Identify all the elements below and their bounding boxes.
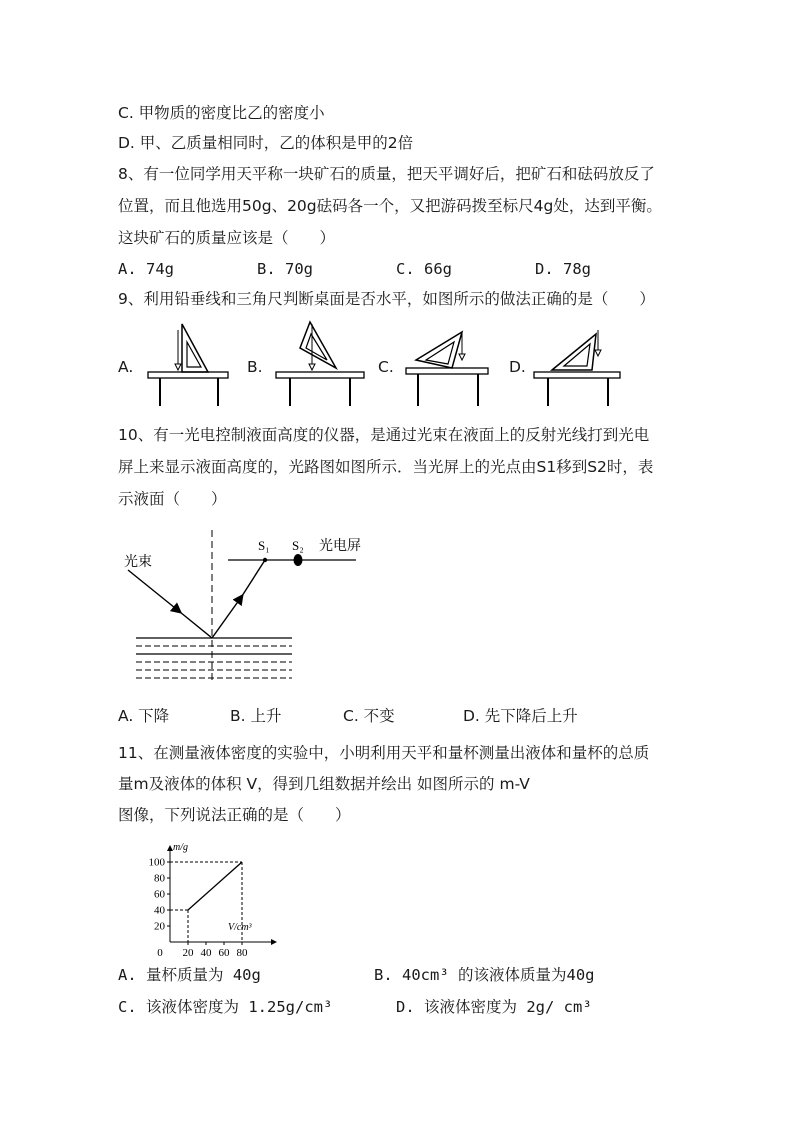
q8-stem-line1: 8、有一位同学用天平称一块矿石的质量，把天平调好后，把矿石和砝码放反了 bbox=[118, 165, 655, 183]
s1-point bbox=[263, 558, 267, 562]
y-tick-label: 20 bbox=[154, 920, 165, 933]
q8-option-a: A. 74g bbox=[118, 260, 174, 278]
y-tick-label: 80 bbox=[154, 872, 165, 885]
q9-figure-a bbox=[140, 320, 240, 410]
q8-option-d: D. 78g bbox=[535, 260, 591, 278]
q10-option-b: B. 上升 bbox=[230, 707, 282, 725]
q9-figure-b bbox=[272, 320, 372, 410]
q7-option-c: C. 甲物质的密度比乙的密度小 bbox=[118, 104, 325, 122]
x-tick-label: 20 bbox=[182, 947, 194, 959]
q9-label-c: C. bbox=[378, 358, 394, 376]
beam-label: 光束 bbox=[124, 555, 152, 570]
q10-option-d: D. 先下降后上升 bbox=[463, 707, 578, 725]
screen-label: 光电屏 bbox=[319, 539, 361, 554]
q11-stem-line3: 图像，下列说法正确的是（ ） bbox=[118, 806, 351, 824]
reflected-beam bbox=[212, 596, 242, 638]
q8-stem-line2: 位置，而且他选用50g、20g砝码各一个，又把游码拨至标尺4g处，达到平衡。 bbox=[118, 197, 662, 215]
y-tick-label: 100 bbox=[148, 856, 165, 869]
series-segment bbox=[188, 862, 242, 910]
q10-option-a: A. 下降 bbox=[118, 707, 170, 725]
q10-light-path-figure bbox=[116, 528, 366, 688]
x-tick-label: 0 bbox=[157, 947, 163, 959]
q9-label-b: B. bbox=[247, 358, 263, 376]
q9-figure-d bbox=[530, 320, 630, 410]
q10-stem-line1: 10、有一光电控制液面高度的仪器，是通过光束在液面上的反射光线打到光电 bbox=[118, 426, 650, 444]
q10-stem-line2: 屏上来显示液面高度的，光路图如图所示．当光屏上的光点由S1移到S2时，表 bbox=[118, 458, 654, 476]
q11-option-b: B. 40cm³ 的该液体质量为40g bbox=[374, 966, 595, 984]
y-tick-label: 40 bbox=[154, 904, 165, 917]
q10-stem-line3: 示液面（ ） bbox=[118, 490, 227, 508]
x-tick-label: 80 bbox=[236, 947, 248, 959]
x-axis-label: V/cm³ bbox=[228, 922, 252, 933]
x-tick-label: 40 bbox=[200, 947, 212, 959]
x-tick-label: 60 bbox=[218, 947, 230, 959]
q8-option-c: C. 66g bbox=[396, 260, 452, 278]
y-tick-label: 60 bbox=[154, 888, 165, 901]
s1-label: S₁ bbox=[258, 538, 270, 553]
q7-option-d: D. 甲、乙质量相同时，乙的体积是甲的2倍 bbox=[118, 134, 414, 152]
q11-stem-line2: 量m及液体的体积 V，得到几组数据并绘出 如图所示的 m-V bbox=[118, 775, 530, 793]
q11-option-a: A. 量杯质量为 40g bbox=[118, 966, 261, 984]
q11-option-c: C. 该液体密度为 1.25g/cm³ bbox=[118, 998, 333, 1016]
s2-label: S₂ bbox=[292, 538, 304, 553]
q8-option-b: B. 70g bbox=[257, 260, 313, 278]
y-axis-label: m/g bbox=[173, 842, 188, 853]
q8-stem-line3: 这块矿石的质量应该是（ ） bbox=[118, 229, 336, 247]
q9-label-a: A. bbox=[118, 358, 134, 376]
q9-stem: 9、利用铅垂线和三角尺判断桌面是否水平，如图所示的做法正确的是（ ） bbox=[118, 290, 655, 308]
q11-stem-line1: 11、在测量液体密度的实验中，小明利用天平和量杯测量出液体和量杯的总质 bbox=[118, 744, 650, 762]
q9-figure-c bbox=[400, 320, 500, 410]
s2-point bbox=[294, 554, 303, 566]
q9-label-d: D. bbox=[509, 358, 526, 376]
q11-option-d: D. 该液体密度为 2g/ cm³ bbox=[396, 998, 592, 1016]
q11-m-v-chart bbox=[116, 838, 306, 958]
q10-option-c: C. 不变 bbox=[343, 707, 395, 725]
incident-beam bbox=[128, 570, 180, 612]
